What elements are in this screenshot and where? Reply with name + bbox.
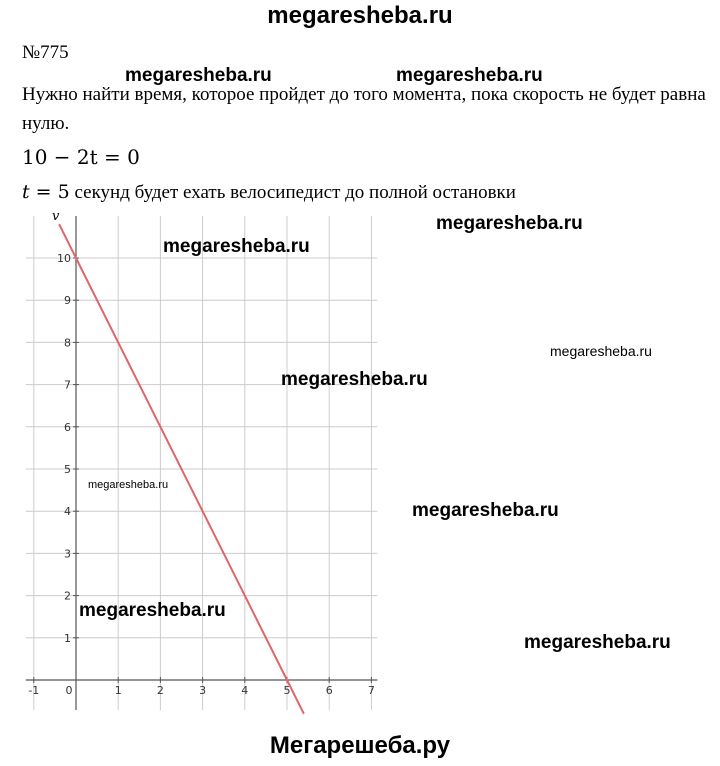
- watermark: megaresheba.ru: [412, 500, 559, 521]
- y-tick-label: 3: [64, 547, 71, 561]
- watermark: megaresheba.ru: [281, 369, 428, 390]
- chart-tick-labels: [28, 210, 375, 697]
- y-tick-label: 6: [64, 420, 71, 434]
- answer-text: [22, 181, 516, 204]
- y-axis-label: v: [52, 210, 60, 224]
- y-tick-label: 8: [64, 336, 71, 350]
- x-tick-label: 3: [199, 684, 207, 697]
- y-tick-label: 7: [64, 378, 71, 392]
- problem-text: Нужно найти время, которое пройдет до того момента, пока скорость не будет равна нулю.: [22, 84, 706, 134]
- chart-grid: [26, 216, 378, 710]
- watermark: megaresheba.ru: [396, 65, 543, 86]
- x-tick-label: 5: [283, 684, 291, 697]
- velocity-chart: [0, 210, 400, 720]
- x-tick-label: -1: [28, 684, 40, 697]
- site-footer: Мегарешеба.ру: [269, 732, 451, 759]
- watermark: megaresheba.ru: [550, 343, 652, 359]
- x-tick-label: 6: [325, 684, 333, 697]
- x-tick-label: 2: [156, 684, 164, 697]
- watermark: megaresheba.ru: [125, 65, 272, 86]
- equation: 10 − 2t = 0: [22, 145, 140, 169]
- x-tick-label: 0: [65, 684, 73, 697]
- answer-rest: секунд будет ехать велосипедист до полной остановки: [69, 182, 516, 203]
- y-tick-label: 10: [57, 252, 71, 265]
- x-tick-label: 7: [367, 684, 375, 697]
- x-tick-label: 1: [114, 684, 122, 697]
- watermark: megaresheba.ru: [436, 213, 583, 234]
- answer-variable: t: [22, 181, 30, 203]
- chart-axes: [26, 216, 378, 710]
- y-tick-label: 5: [64, 463, 71, 476]
- site-header: megaresheba.ru: [267, 2, 453, 29]
- y-tick-label: 2: [64, 589, 71, 603]
- y-tick-label: 1: [64, 631, 71, 645]
- y-tick-label: 4: [64, 505, 71, 519]
- watermark: megaresheba.ru: [88, 479, 169, 491]
- watermark: megaresheba.ru: [79, 600, 226, 621]
- watermark: megaresheba.ru: [524, 632, 671, 653]
- answer-value: = 5: [29, 181, 70, 203]
- y-tick-label: 9: [64, 294, 71, 308]
- watermark: megaresheba.ru: [163, 236, 310, 257]
- problem-number: №775: [22, 42, 69, 63]
- x-tick-label: 4: [241, 684, 249, 697]
